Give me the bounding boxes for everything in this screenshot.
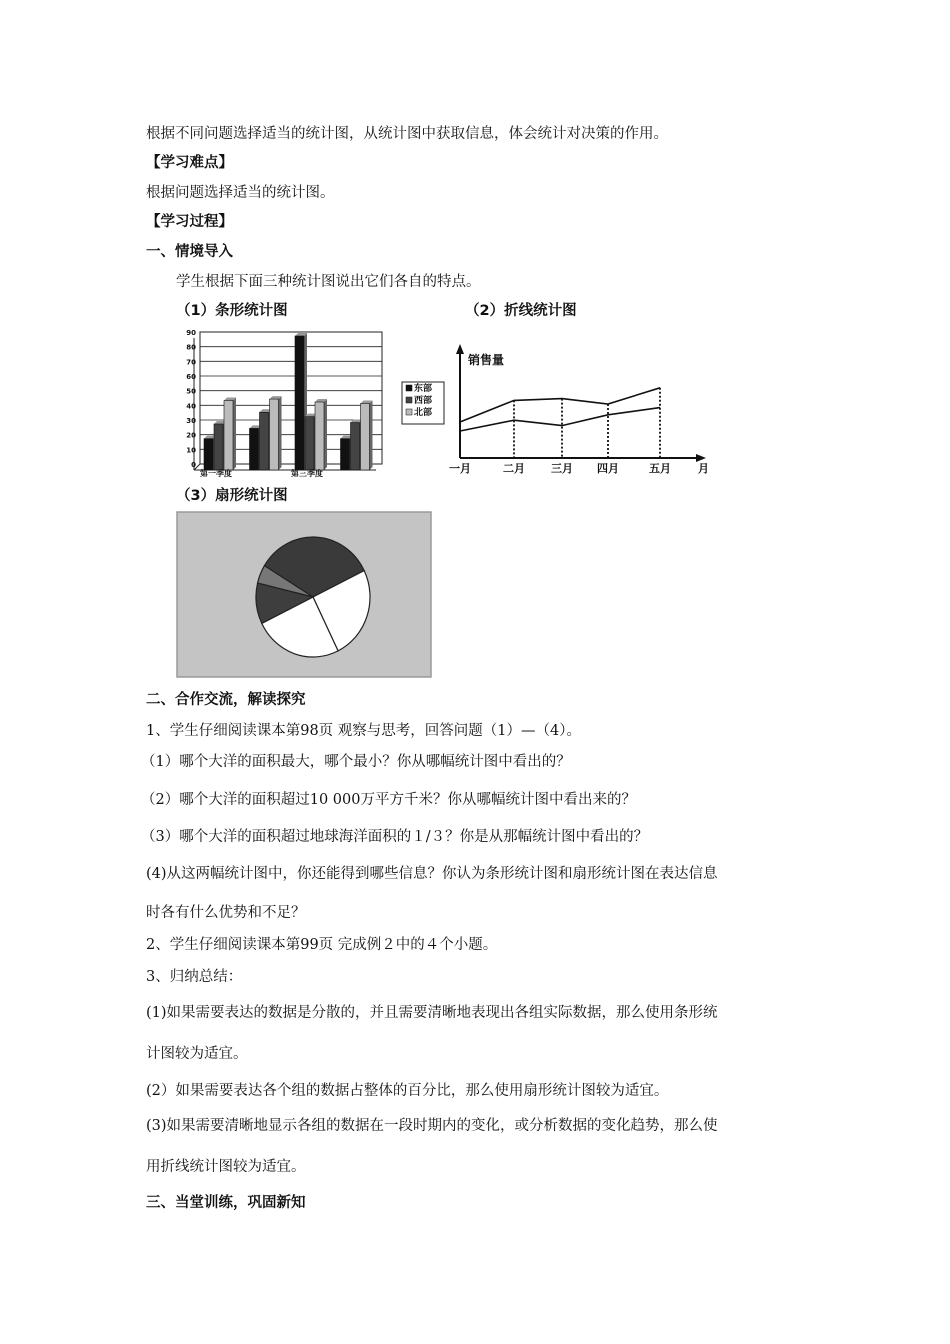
pie-chart-label: （3）扇形统计图 (176, 488, 288, 504)
section2-item1: 1、学生仔细阅读课本第98页 观察与思考，回答问题（1）—（4）。 (146, 723, 581, 739)
line-xtick-label: 一月 (449, 462, 471, 475)
section1-heading: 一、情境导入 (146, 244, 233, 260)
summary-3-line1: (3)如果需要清晰地显示各组的数据在一段时期内的变化，或分析数据的变化趋势，那么使 (146, 1118, 718, 1134)
section1-prompt: 学生根据下面三种统计图说出它们各自的特点。 (176, 274, 481, 290)
bar (315, 402, 324, 470)
line-chart (448, 340, 723, 480)
question-3: （3）哪个大洋的面积超过地球海洋面积的１/３？你是从那幅统计图中看出的？ (141, 829, 649, 845)
line-series (460, 408, 660, 431)
line-xtick-label: 四月 (597, 462, 619, 475)
bar-ytick-label: 70 (186, 358, 196, 367)
bar (214, 424, 223, 470)
summary-3-line2: 用折线统计图较为适宜。 (146, 1159, 306, 1175)
difficulty-heading: 【学习难点】 (146, 155, 233, 171)
bar-ytick-label: 90 (186, 329, 196, 337)
line-ylabel: 销售量 (468, 353, 505, 367)
bar-legend-swatch (406, 409, 412, 415)
bar-side (370, 400, 373, 470)
question-1: （1）哪个大洋的面积最大，哪个最小？你从哪幅统计图中看出的？ (141, 754, 571, 770)
section2-item3: 3、归纳总结： (146, 969, 243, 985)
line-x-arrow (696, 454, 706, 462)
question-4-line2: 时各有什么优势和不足？ (146, 905, 306, 921)
section2-heading: 二、合作交流，解读探究 (146, 692, 306, 708)
line-y-arrow (456, 344, 464, 354)
question-4-line1: (4)从这两幅统计图中，你还能得到哪些信息？你认为条形统计图和扇形统计图在表达信息 (146, 866, 718, 882)
line-xtick-label: 五月 (649, 462, 671, 475)
summary-1-line1: (1)如果需要表达的数据是分散的，并且需要清晰地表现出各组实际数据，那么使用条形统 (146, 1005, 718, 1021)
bar (351, 423, 360, 470)
bar (260, 412, 269, 470)
bar-xtick-label: 第一季度 (200, 469, 232, 478)
difficulty-text: 根据问题选择适当的统计图。 (146, 185, 335, 201)
bar-legend-label: 北部 (414, 408, 433, 418)
bar (361, 403, 370, 470)
bar-ytick-label: 0 (191, 461, 196, 469)
line-series (460, 388, 660, 422)
bar-ytick-label: 60 (186, 373, 196, 381)
bar-ytick-label: 80 (186, 343, 196, 352)
bar (295, 336, 304, 470)
bar (270, 399, 279, 470)
bar (341, 439, 350, 470)
pie-chart (176, 511, 432, 678)
line-chart-label: （2）折线统计图 (465, 303, 577, 319)
line-xtick-label: 二月 (503, 462, 525, 475)
summary-1-line2: 计图较为适宜。 (146, 1046, 248, 1062)
line-xlabel: 月 (698, 462, 709, 475)
objective-text: 根据不同问题选择适当的统计图，从统计图中获取信息，体会统计对决策的作用。 (146, 126, 668, 142)
bar (204, 439, 213, 470)
bar-ytick-label: 10 (186, 446, 196, 455)
bar-ytick-label: 20 (186, 431, 196, 440)
bar-ytick-label: 50 (186, 387, 196, 396)
bar-legend-label: 西部 (414, 396, 433, 406)
bar (250, 428, 259, 470)
bar-legend-label: 东部 (414, 384, 433, 394)
summary-2: (2）如果需要表达各个组的数据占整体的百分比，那么使用扇形统计图较为适宜。 (146, 1083, 669, 1099)
bar-ytick-label: 30 (186, 417, 196, 425)
bar-side (279, 396, 282, 470)
section3-heading: 三、当堂训练，巩固新知 (146, 1195, 306, 1211)
bar-chart (176, 326, 446, 478)
bar-ytick-label: 40 (186, 402, 196, 411)
bar-chart-label: （1）条形统计图 (176, 303, 288, 319)
bar-legend-swatch (406, 397, 412, 403)
bar-legend-swatch (406, 385, 412, 391)
line-xtick-label: 三月 (551, 462, 573, 475)
bar (305, 417, 314, 470)
process-heading: 【学习过程】 (146, 214, 233, 230)
bar-xtick-label: 第三季度 (291, 469, 323, 478)
bar-side (324, 399, 327, 470)
question-2: （2）哪个大洋的面积超过10 000万平方千米？你从哪幅统计图中看出来的？ (141, 792, 636, 808)
section2-item2: 2、学生仔细阅读课本第99页 完成例２中的４个小题。 (146, 937, 498, 953)
bar (224, 401, 233, 470)
bar-side (233, 398, 236, 470)
